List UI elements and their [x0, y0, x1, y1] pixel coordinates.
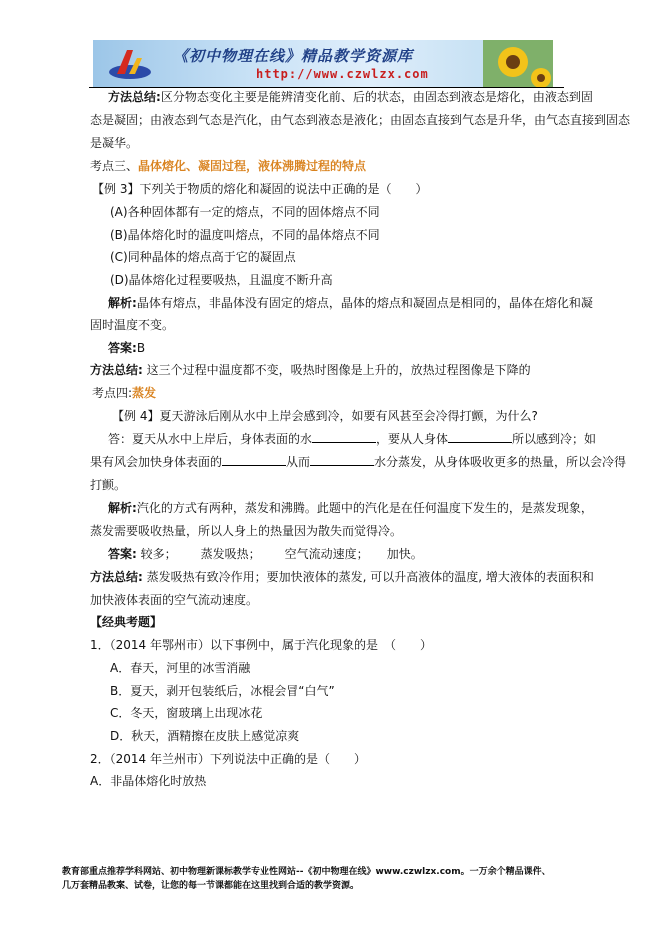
text-line: 加快液体表面的空气流动速度。 — [90, 593, 259, 607]
q2-option-a: A．非晶体熔化时放热 — [90, 774, 207, 788]
method-summary-label: 方法总结: — [90, 570, 143, 584]
method-summary-text: 蒸发吸热有致冷作用；要加快液体的蒸发, 可以升高液体的温度, 增大液体的表面积和 — [146, 570, 594, 584]
question-2-stem: 2．（2014 年兰州市）下列说法中正确的是（ ） — [90, 752, 366, 766]
analysis-label: 解析: — [108, 501, 137, 515]
option-c: (C)同种晶体的熔点高于它的凝固点 — [110, 250, 296, 264]
q1-option-d: D．秋天，酒精擦在皮肤上感觉凉爽 — [110, 729, 300, 743]
option-d: (D)晶体熔化过程要吸热，且温度不断升高 — [110, 273, 333, 287]
answer-label: 答案: — [108, 547, 137, 561]
answer-label: 答案: — [108, 341, 137, 355]
answer-text: 果有风会加快身体表面的 — [90, 455, 223, 469]
footer-line: 教育部重点推荐学科网站、初中物理新课标教学专业性网站--《初中物理在线》www.czwlzx.com。一万余个精品课件、 — [62, 867, 551, 877]
fill-blank[interactable] — [312, 430, 376, 443]
key-point-4 — [92, 384, 156, 402]
text-line: 蒸发需要吸收热量，所以人身上的热量因为散失而觉得冷。 — [90, 524, 403, 538]
key-point-prefix: 考点三、 — [90, 159, 139, 173]
answer-text: ，要从人身体 — [376, 432, 449, 446]
answer-4 — [108, 545, 423, 563]
answer-value: B — [136, 341, 146, 355]
analysis-4 — [108, 499, 593, 517]
option-b: (B)晶体熔化时的温度叫熔点，不同的晶体熔点不同 — [110, 228, 380, 242]
analysis-label: 解析: — [108, 296, 137, 310]
site-title: 《初中物理在线》精品教学资源库 — [173, 47, 414, 65]
example-4-answer-line-1 — [108, 430, 596, 448]
analysis-text: 晶体有熔点，非晶体没有固定的熔点，晶体的熔点和凝固点是相同的，晶体在熔化和凝 — [136, 296, 593, 310]
method-summary-1 — [108, 88, 593, 106]
key-point-prefix: 考点四: — [92, 386, 133, 400]
text-line: 是凝华。 — [90, 136, 139, 150]
site-url[interactable]: http://www.czwlzx.com — [256, 67, 429, 81]
answer-value: 蒸发吸热； — [200, 547, 261, 561]
key-point-title: 蒸发 — [132, 386, 157, 400]
method-summary-label: 方法总结: — [90, 363, 143, 377]
answer-text: 从而 — [286, 455, 311, 469]
answer-value: 较多； — [140, 547, 177, 561]
answer-text: 水分蒸发，从身体吸收更多的热量，所以会冷得 — [374, 455, 627, 469]
key-point-title: 晶体熔化、凝固过程，液体沸腾过程的特点 — [138, 159, 367, 173]
option-a: (A)各种固体都有一定的熔点，不同的固体熔点不同 — [110, 205, 380, 219]
text-line: 态是凝固；由液态到气态是汽化，由气态到液态是液化；由固态直接到气态是升华，由气态直接到固态 — [90, 113, 631, 127]
method-summary-text: 这三个过程中温度都不变，吸热时图像是上升的，放热过程图像是下降的 — [146, 363, 531, 377]
analysis-3 — [108, 294, 593, 312]
q1-option-b: B．夏天，剥开包装纸后，冰棍会冒“白气” — [110, 684, 335, 698]
header-banner — [93, 40, 553, 87]
example-3-stem: 【例 3】下列关于物质的熔化和凝固的说法中正确的是（ ） — [92, 182, 428, 196]
q1-option-a: A．春天，河里的冰雪消融 — [110, 661, 251, 675]
method-summary-text: 区分物态变化主要是能辨清变化前、后的状态，由固态到液态是熔化，由液态到固 — [160, 90, 593, 104]
q1-option-c: C．冬天，窗玻璃上出现冰花 — [110, 706, 263, 720]
classic-section-header: 【经典考题】 — [90, 615, 163, 629]
answer-3 — [108, 339, 145, 357]
example-4-answer-line-2 — [90, 453, 626, 471]
method-summary-3 — [90, 361, 531, 379]
site-logo-icon — [107, 46, 153, 82]
analysis-text: 汽化的方式有两种，蒸发和沸腾。此题中的汽化是在任何温度下发生的，是蒸发现象， — [136, 501, 593, 515]
sunflower-icon — [483, 40, 553, 87]
text-line: 打颤。 — [90, 478, 127, 492]
page-footer — [62, 865, 622, 893]
answer-text: 答：夏天从水中上岸后，身体表面的水 — [108, 432, 313, 446]
answer-value: 空气流动速度； — [284, 547, 369, 561]
answer-value: 加快。 — [386, 547, 423, 561]
text-line: 固时温度不变。 — [90, 318, 175, 332]
example-4-stem: 【例 4】夏天游泳后刚从水中上岸会感到冷，如要有风甚至会冷得打颤，为什么? — [112, 409, 538, 423]
fill-blank[interactable] — [448, 430, 512, 443]
fill-blank[interactable] — [222, 453, 286, 466]
footer-line: 几万套精品教案、试卷，让您的每一节课都能在这里找到合适的教学资源。 — [62, 881, 360, 891]
method-summary-4 — [90, 568, 594, 586]
fill-blank[interactable] — [310, 453, 374, 466]
answer-text: 所以感到冷；如 — [512, 432, 597, 446]
key-point-3 — [90, 157, 366, 175]
method-summary-label: 方法总结: — [108, 90, 161, 104]
question-1-stem: 1．（2014 年鄂州市）以下事例中，属于汽化现象的是 （ ） — [90, 638, 432, 652]
